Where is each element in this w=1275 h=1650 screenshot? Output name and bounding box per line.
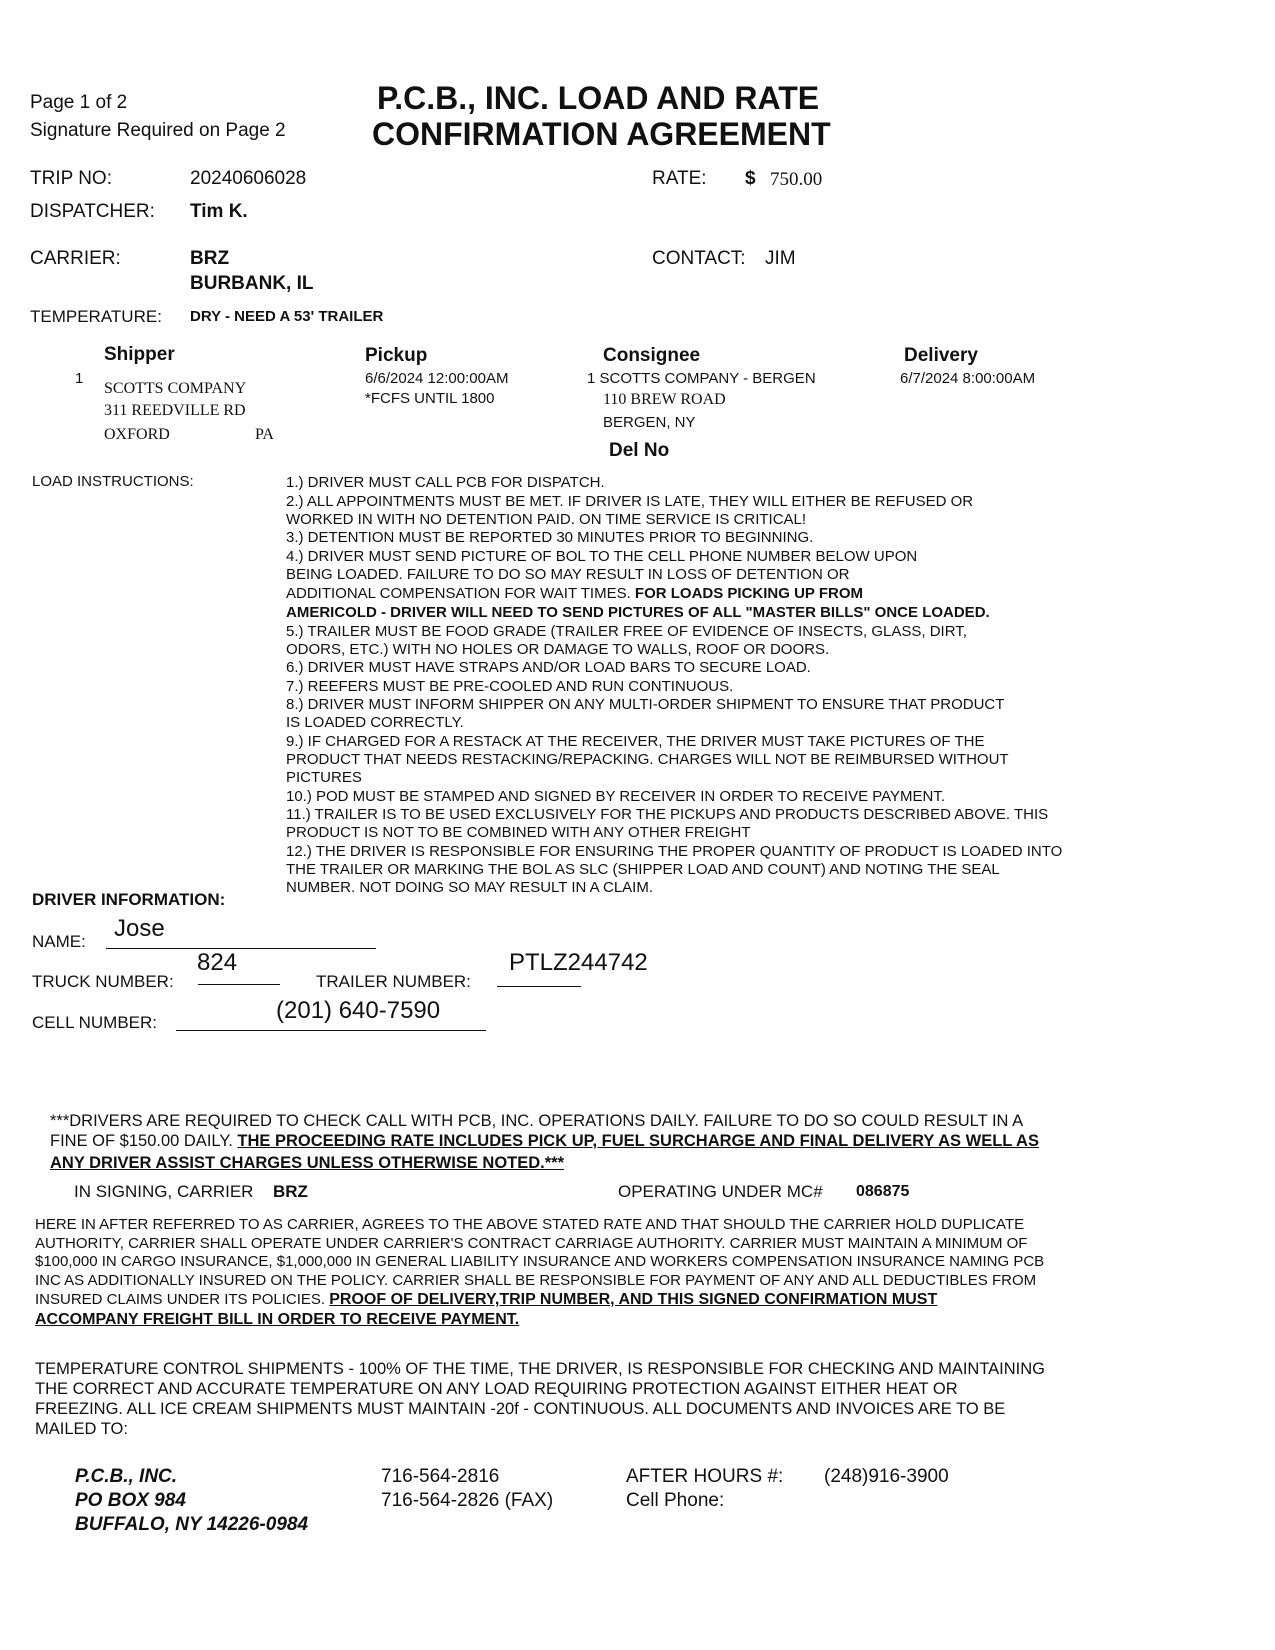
after-hours-label: AFTER HOURS #: xyxy=(626,1466,784,1487)
shipper-number: 1 xyxy=(75,370,84,387)
signature-note: Signature Required on Page 2 xyxy=(30,120,286,141)
driver-info-heading: DRIVER INFORMATION: xyxy=(32,890,226,909)
truck-number-label: TRUCK NUMBER: xyxy=(32,972,174,991)
mc-label: OPERATING UNDER MC# xyxy=(618,1182,823,1201)
trailer-number-label: TRAILER NUMBER: xyxy=(316,972,471,991)
carrier-city: BURBANK, IL xyxy=(190,273,314,294)
footer-city: BUFFALO, NY 14226-0984 xyxy=(75,1514,309,1535)
dispatcher-label: DISPATCHER: xyxy=(30,201,155,222)
instruction-line: ODORS, ETC.) WITH NO HOLES OR DAMAGE TO WALLS, ROOF OR DOORS. xyxy=(286,641,830,658)
signing-label: IN SIGNING, CARRIER xyxy=(74,1182,254,1201)
instruction-line: 7.) REEFERS MUST BE PRE-COOLED AND RUN CONTINUOUS. xyxy=(286,678,734,695)
truck-number-value[interactable]: 824 xyxy=(197,949,238,976)
instruction-line: PICTURES xyxy=(286,769,362,786)
temp-terms-line: FREEZING. ALL ICE CREAM SHIPMENTS MUST MAINTAIN -20f - CONTINUOUS. ALL DOCUMENTS AND INVOICES ARE TO BE xyxy=(35,1400,1006,1418)
instruction-line xyxy=(286,584,863,603)
rate-currency: $ xyxy=(745,168,756,189)
instruction-line: WORKED IN WITH NO DETENTION PAID. ON TIME SERVICE IS CRITICAL! xyxy=(286,511,807,528)
cell-number-label: CELL NUMBER: xyxy=(32,1013,158,1032)
instruction-line: PRODUCT IS NOT TO BE COMBINED WITH ANY OTHER FREIGHT xyxy=(286,824,751,841)
notice-line3: ANY DRIVER ASSIST CHARGES UNLESS OTHERWISE NOTED.*** xyxy=(50,1154,565,1172)
rate-label: RATE: xyxy=(652,168,707,189)
trailer-number-value[interactable]: PTLZ244742 xyxy=(509,949,648,976)
driver-name-label: NAME: xyxy=(32,932,86,951)
dispatcher-name: Tim K. xyxy=(190,201,248,222)
instruction-line: 11.) TRAILER IS TO BE USED EXCLUSIVELY FOR THE PICKUPS AND PRODUCTS DESCRIBED ABOVE. THIS xyxy=(286,806,1049,823)
terms-line: HERE IN AFTER REFERRED TO AS CARRIER, AGREES TO THE ABOVE STATED RATE AND THAT SHOULD THE CARRIER HOLD DUPLICATE xyxy=(35,1216,1025,1233)
temp-terms-line: MAILED TO: xyxy=(35,1420,128,1438)
trailer-number-underline xyxy=(497,986,581,987)
contact-label: CONTACT: xyxy=(652,248,746,269)
instruction-bold-text: FOR LOADS PICKING UP FROM xyxy=(634,585,863,602)
terms-line xyxy=(35,1291,937,1309)
delivery-date: 6/7/2024 8:00:00AM xyxy=(900,370,1036,387)
shipper-heading: Shipper xyxy=(104,344,175,365)
terms-line: $100,000 IN CARGO INSURANCE, $1,000,000 IN GENERAL LIABILITY INSURANCE AND WORKERS COMPENSATION INSURANCE NAMING PCB xyxy=(35,1253,1045,1270)
shipper-city: OXFORD xyxy=(104,426,170,443)
instruction-line: 3.) DETENTION MUST BE REPORTED 30 MINUTES PRIOR TO BEGINNING. xyxy=(286,529,814,546)
document-title-line2: CONFIRMATION AGREEMENT xyxy=(372,116,831,152)
temperature-value: DRY - NEED A 53' TRAILER xyxy=(190,308,384,325)
contact-name: JIM xyxy=(765,248,796,269)
truck-number-underline xyxy=(198,984,280,985)
cell-number-underline xyxy=(176,1030,486,1031)
signing-carrier: BRZ xyxy=(273,1182,308,1201)
temperature-label: TEMPERATURE: xyxy=(30,307,162,326)
shipper-state: PA xyxy=(255,426,274,443)
pickup-note: *FCFS UNTIL 1800 xyxy=(365,390,495,407)
instruction-line: PRODUCT THAT NEEDS RESTACKING/REPACKING. CHARGES WILL NOT BE REIMBURSED WITHOUT xyxy=(286,751,1009,768)
instruction-line-text: ADDITIONAL COMPENSATION FOR WAIT TIMES. xyxy=(286,585,635,602)
notice-line2-bold: THE PROCEEDING RATE INCLUDES PICK UP, FUEL SURCHARGE AND FINAL DELIVERY AS WELL AS xyxy=(237,1132,1039,1150)
carrier-label: CARRIER: xyxy=(30,248,121,269)
terms-last-bold: PROOF OF DELIVERY,TRIP NUMBER, AND THIS SIGNED CONFIRMATION MUST xyxy=(329,1291,938,1308)
consignee-heading: Consignee xyxy=(603,345,701,366)
notice-line1: ***DRIVERS ARE REQUIRED TO CHECK CALL WITH PCB, INC. OPERATIONS DAILY. FAILURE TO DO SO COULD RESULT IN A xyxy=(50,1112,1024,1130)
shipper-address: 311 REEDVILLE RD xyxy=(104,402,246,419)
instruction-line: 1.) DRIVER MUST CALL PCB FOR DISPATCH. xyxy=(286,474,605,491)
consignee-address: 110 BREW ROAD xyxy=(603,391,726,408)
pickup-heading: Pickup xyxy=(365,345,428,366)
instruction-line: 2.) ALL APPOINTMENTS MUST BE MET. IF DRIVER IS LATE, THEY WILL EITHER BE REFUSED OR xyxy=(286,493,974,510)
shipper-name: SCOTTS COMPANY xyxy=(104,380,247,397)
temp-terms-line: TEMPERATURE CONTROL SHIPMENTS - 100% OF THE TIME, THE DRIVER, IS RESPONSIBLE FOR CHECKING AND MAINTAINING xyxy=(35,1360,1046,1378)
temp-terms-line: THE CORRECT AND ACCURATE TEMPERATURE ON ANY LOAD REQUIRING PROTECTION AGAINST EITHER HEAT OR xyxy=(35,1380,958,1398)
rate-value: 750.00 xyxy=(770,169,823,190)
instruction-line: THE TRAILER OR MARKING THE BOL AS SLC (SHIPPER LOAD AND COUNT) AND NOTING THE SEAL xyxy=(286,861,1000,878)
load-instructions-label: LOAD INSTRUCTIONS: xyxy=(32,473,194,490)
terms-last-plain: INSURED CLAIMS UNDER ITS POLICIES. xyxy=(35,1291,330,1308)
notice-line2 xyxy=(50,1131,1039,1152)
instruction-line: 9.) IF CHARGED FOR A RESTACK AT THE RECEIVER, THE DRIVER MUST TAKE PICTURES OF THE xyxy=(286,733,985,750)
footer-company: P.C.B., INC. xyxy=(75,1466,178,1487)
document-title-line1: P.C.B., INC. LOAD AND RATE xyxy=(377,80,820,116)
after-hours-number: (248)916-3900 xyxy=(824,1466,949,1487)
instruction-line: 10.) POD MUST BE STAMPED AND SIGNED BY RECEIVER IN ORDER TO RECEIVE PAYMENT. xyxy=(286,788,946,805)
mc-number: 086875 xyxy=(856,1183,910,1200)
instruction-line: 8.) DRIVER MUST INFORM SHIPPER ON ANY MULTI-ORDER SHIPMENT TO ENSURE THAT PRODUCT xyxy=(286,696,1005,713)
footer-fax: 716-564-2826 (FAX) xyxy=(381,1490,554,1511)
instruction-line: IS LOADED CORRECTLY. xyxy=(286,714,464,731)
instruction-line-bold: AMERICOLD - DRIVER WILL NEED TO SEND PICTURES OF ALL "MASTER BILLS" ONCE LOADED. xyxy=(286,604,990,621)
instruction-line: 4.) DRIVER MUST SEND PICTURE OF BOL TO THE CELL PHONE NUMBER BELOW UPON xyxy=(286,548,918,565)
notice-line2-plain: FINE OF $150.00 DAILY. xyxy=(50,1132,238,1150)
instruction-line: 5.) TRAILER MUST BE FOOD GRADE (TRAILER FREE OF EVIDENCE OF INSECTS, GLASS, DIRT, xyxy=(286,623,967,640)
driver-name-value[interactable]: Jose xyxy=(114,915,165,942)
trip-label: TRIP NO: xyxy=(30,168,112,189)
page-number: Page 1 of 2 xyxy=(30,92,128,113)
driver-name-underline xyxy=(106,948,376,949)
instruction-line: BEING LOADED. FAILURE TO DO SO MAY RESULT IN LOSS OF DETENTION OR xyxy=(286,566,850,583)
cell-number-value[interactable]: (201) 640-7590 xyxy=(276,997,441,1024)
terms-final-bold: ACCOMPANY FREIGHT BILL IN ORDER TO RECEIVE PAYMENT. xyxy=(35,1311,520,1328)
pickup-date: 6/6/2024 12:00:00AM xyxy=(365,370,509,387)
instruction-line: NUMBER. NOT DOING SO MAY RESULT IN A CLAIM. xyxy=(286,879,654,896)
cell-phone-label: Cell Phone: xyxy=(626,1490,725,1511)
carrier-name: BRZ xyxy=(190,248,230,269)
consignee-name: 1 SCOTTS COMPANY - BERGEN xyxy=(587,370,816,387)
instruction-line: 6.) DRIVER MUST HAVE STRAPS AND/OR LOAD BARS TO SECURE LOAD. xyxy=(286,659,811,676)
footer-pobox: PO BOX 984 xyxy=(75,1490,186,1511)
footer-phone: 716-564-2816 xyxy=(381,1466,500,1487)
delivery-heading: Delivery xyxy=(904,345,978,366)
del-no-label: Del No xyxy=(609,440,670,461)
trip-number: 20240606028 xyxy=(190,168,307,189)
terms-line: AUTHORITY, CARRIER SHALL OPERATE UNDER CARRIER'S CONTRACT CARRIAGE AUTHORITY. CARRIER MUST MAINTAIN A MINIMUM OF xyxy=(35,1235,1028,1252)
terms-line: INC AS ADDITIONALLY INSURED ON THE POLICY. CARRIER SHALL BE RESPONSIBLE FOR PAYMENT OF ANY AND ALL DEDUCTIBLES FROM xyxy=(35,1272,1037,1289)
instruction-line: 12.) THE DRIVER IS RESPONSIBLE FOR ENSURING THE PROPER QUANTITY OF PRODUCT IS LOADED INTO xyxy=(286,843,1063,860)
consignee-city: BERGEN, NY xyxy=(603,414,696,431)
